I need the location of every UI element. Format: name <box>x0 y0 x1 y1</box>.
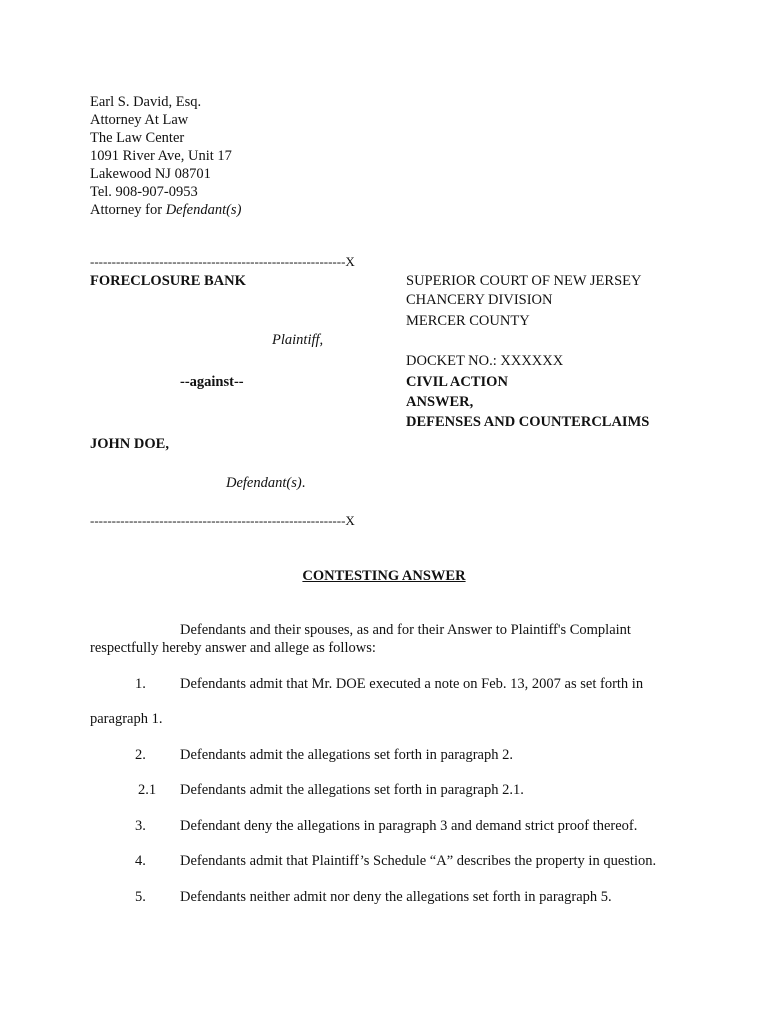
court-division: CHANCERY DIVISION <box>406 292 553 308</box>
paragraph-text: Defendants admit that Mr. DOE executed a note on Feb. 13, 2007 as set forth in <box>180 676 644 692</box>
court-name: SUPERIOR COURT OF NEW JERSEY <box>406 273 642 289</box>
attorney-street: 1091 River Ave, Unit 17 <box>90 148 232 164</box>
attorney-for-line <box>90 201 241 219</box>
docket-number: DOCKET NO.: XXXXXX <box>406 353 564 369</box>
court-county: MERCER COUNTY <box>406 313 530 329</box>
plaintiff-name: FORECLOSURE BANK <box>90 273 246 289</box>
paragraph-text: Defendants admit the allegations set forth in paragraph 2.1. <box>180 782 524 798</box>
attorney-title: Attorney At Law <box>90 112 189 128</box>
intro-line-2: respectfully hereby answer and allege as follows: <box>90 640 376 656</box>
defendant-label <box>226 474 305 492</box>
document-title <box>0 567 768 585</box>
attorney-for-party: Defendant(s) <box>165 202 242 218</box>
answer-label: ANSWER, <box>406 394 474 410</box>
document-title-text: CONTESTING ANSWER <box>302 568 466 584</box>
defendant-name: JOHN DOE, <box>90 436 169 452</box>
paragraph-text: Defendant deny the allegations in paragraph 3 and demand strict proof thereof. <box>180 818 638 834</box>
paragraph-number: 2. <box>135 747 146 763</box>
attorney-name: Earl S. David, Esq. <box>90 94 202 110</box>
attorney-block <box>90 93 241 219</box>
paragraph-text: Defendants admit the allegations set forth in paragraph 2. <box>180 747 513 763</box>
paragraph-continuation: paragraph 1. <box>90 711 163 727</box>
attorney-phone: Tel. 908-907-0953 <box>90 184 198 200</box>
attorney-firm: The Law Center <box>90 130 185 146</box>
paragraph-number: 1. <box>135 676 146 692</box>
attorney-for-prefix: Attorney for <box>90 202 166 218</box>
attorney-city: Lakewood NJ 08701 <box>90 166 211 182</box>
paragraph-text: Defendants neither admit nor deny the allegations set forth in paragraph 5. <box>180 889 612 905</box>
defenses-label: DEFENSES AND COUNTERCLAIMS <box>406 414 650 430</box>
intro-line-1: Defendants and their spouses, as and for their Answer to Plaintiff's Complaint <box>180 622 631 638</box>
caption-separator-top: -----------------------------------------------------------X <box>90 254 355 269</box>
caption-separator-bottom: -----------------------------------------------------------X <box>90 513 355 528</box>
against-label: --against-- <box>180 374 244 390</box>
paragraph-number: 4. <box>135 853 146 869</box>
defendant-label-text: Defendant(s) <box>226 475 302 491</box>
paragraph-number: 2.1 <box>138 782 157 798</box>
paragraph-text: Defendants admit that Plaintiff’s Schedule “A” describes the property in question. <box>180 853 657 869</box>
paragraph-number: 3. <box>135 818 146 834</box>
defendant-label-suffix: . <box>301 475 306 491</box>
plaintiff-label: Plaintiff, <box>272 332 324 348</box>
paragraph-number: 5. <box>135 889 146 905</box>
civil-action-label: CIVIL ACTION <box>406 374 508 390</box>
